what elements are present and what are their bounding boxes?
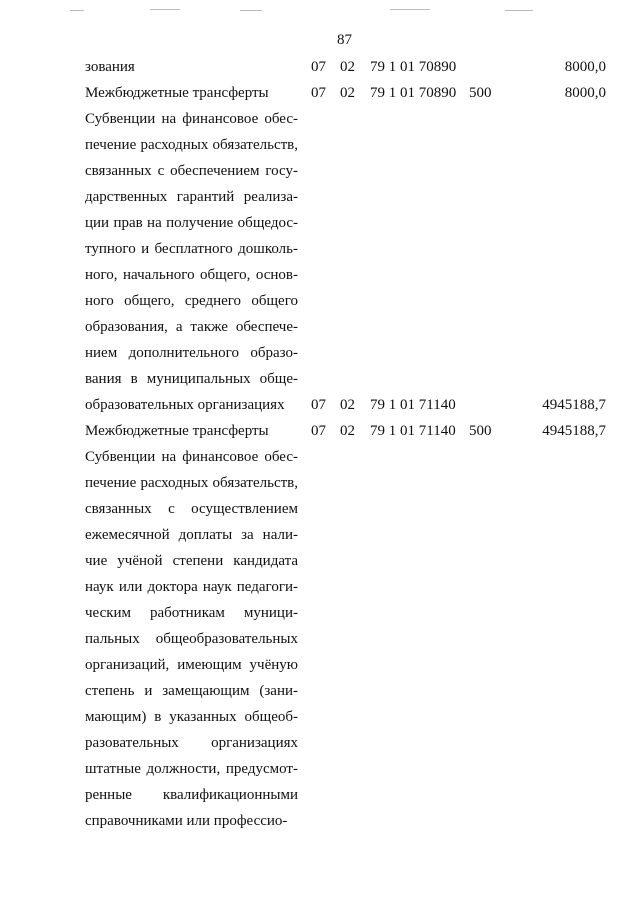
description-line: мающим) в указанных общеоб- (85, 709, 298, 725)
description-line: разовательных организациях (85, 735, 298, 751)
subsection-code: 02 (340, 59, 355, 75)
budget-table (0, 54, 640, 834)
description-line: ного, начального общего, основ- (85, 267, 298, 283)
description-line: дарственных гарантий реализа- (85, 189, 298, 205)
target-article-code: 79 1 01 71140 (370, 423, 456, 439)
section-code: 07 (311, 59, 326, 75)
description-line: зования (85, 59, 135, 75)
target-article-code: 79 1 01 70890 (370, 59, 457, 75)
table-row (0, 418, 640, 444)
description-line: пальных общеобразовательных (85, 631, 298, 647)
row-description (85, 418, 298, 444)
description-line: печение расходных обязательств, (85, 475, 298, 491)
subsection-code: 02 (340, 423, 355, 439)
row-description (85, 80, 298, 106)
description-line: нием дополнительного образо- (85, 345, 298, 361)
description-line: организаций, имеющим учёную (85, 657, 298, 673)
description-line: связанных с осуществлением (85, 501, 298, 517)
description-line: ежемесячной доплаты за нали- (85, 527, 298, 543)
scan-speck (240, 10, 262, 11)
description-line: вания в муниципальных обще- (85, 371, 298, 387)
section-code: 07 (311, 423, 326, 439)
description-line: тупного и бесплатного дошколь- (85, 241, 298, 257)
table-row (0, 54, 640, 80)
row-description (85, 444, 298, 834)
target-article-code: 79 1 01 71140 (370, 397, 456, 413)
page-number: 87 (337, 32, 352, 48)
table-row (0, 80, 640, 106)
description-line: ции прав на получение общедос- (85, 215, 298, 231)
row-description (85, 54, 298, 80)
scan-speck (150, 9, 180, 10)
target-article-code: 79 1 01 70890 (370, 85, 457, 101)
description-line: образования, а также обеспече- (85, 319, 298, 335)
amount: 8000,0 (564, 59, 606, 75)
description-line: чие учёной степени кандидата (85, 553, 298, 569)
amount: 4945188,7 (542, 423, 606, 439)
description-line: печение расходных обязательств, (85, 137, 298, 153)
section-code: 07 (311, 85, 326, 101)
table-row (0, 106, 640, 418)
description-line: связанных с обеспечением госу- (85, 163, 298, 179)
description-line: степень и замещающим (зани- (85, 683, 298, 699)
subsection-code: 02 (340, 85, 355, 101)
table-row (0, 444, 640, 834)
description-line: Субвенции на финансовое обес- (85, 449, 298, 465)
description-line: штатные должности, предусмот- (85, 761, 298, 777)
expense-type-code: 500 (469, 423, 492, 439)
scan-speck (390, 9, 430, 10)
description-line: справочниками или профессио- (85, 813, 288, 829)
scan-speck (70, 10, 84, 11)
description-line: ческим работникам муници- (85, 605, 298, 621)
row-description (85, 106, 298, 418)
description-line: Субвенции на финансовое обес- (85, 111, 298, 127)
section-code: 07 (311, 397, 326, 413)
description-line: наук или доктора наук педагоги- (85, 579, 298, 595)
description-line: ного общего, среднего общего (85, 293, 298, 309)
description-line: Межбюджетные трансферты (85, 85, 269, 101)
scan-speck (505, 10, 533, 11)
description-line: ренные квалификационными (85, 787, 298, 803)
amount: 8000,0 (564, 85, 606, 101)
subsection-code: 02 (340, 397, 355, 413)
expense-type-code: 500 (469, 85, 492, 101)
amount: 4945188,7 (542, 397, 606, 413)
description-line: образовательных организациях (85, 397, 285, 413)
description-line: Межбюджетные трансферты (85, 423, 269, 439)
